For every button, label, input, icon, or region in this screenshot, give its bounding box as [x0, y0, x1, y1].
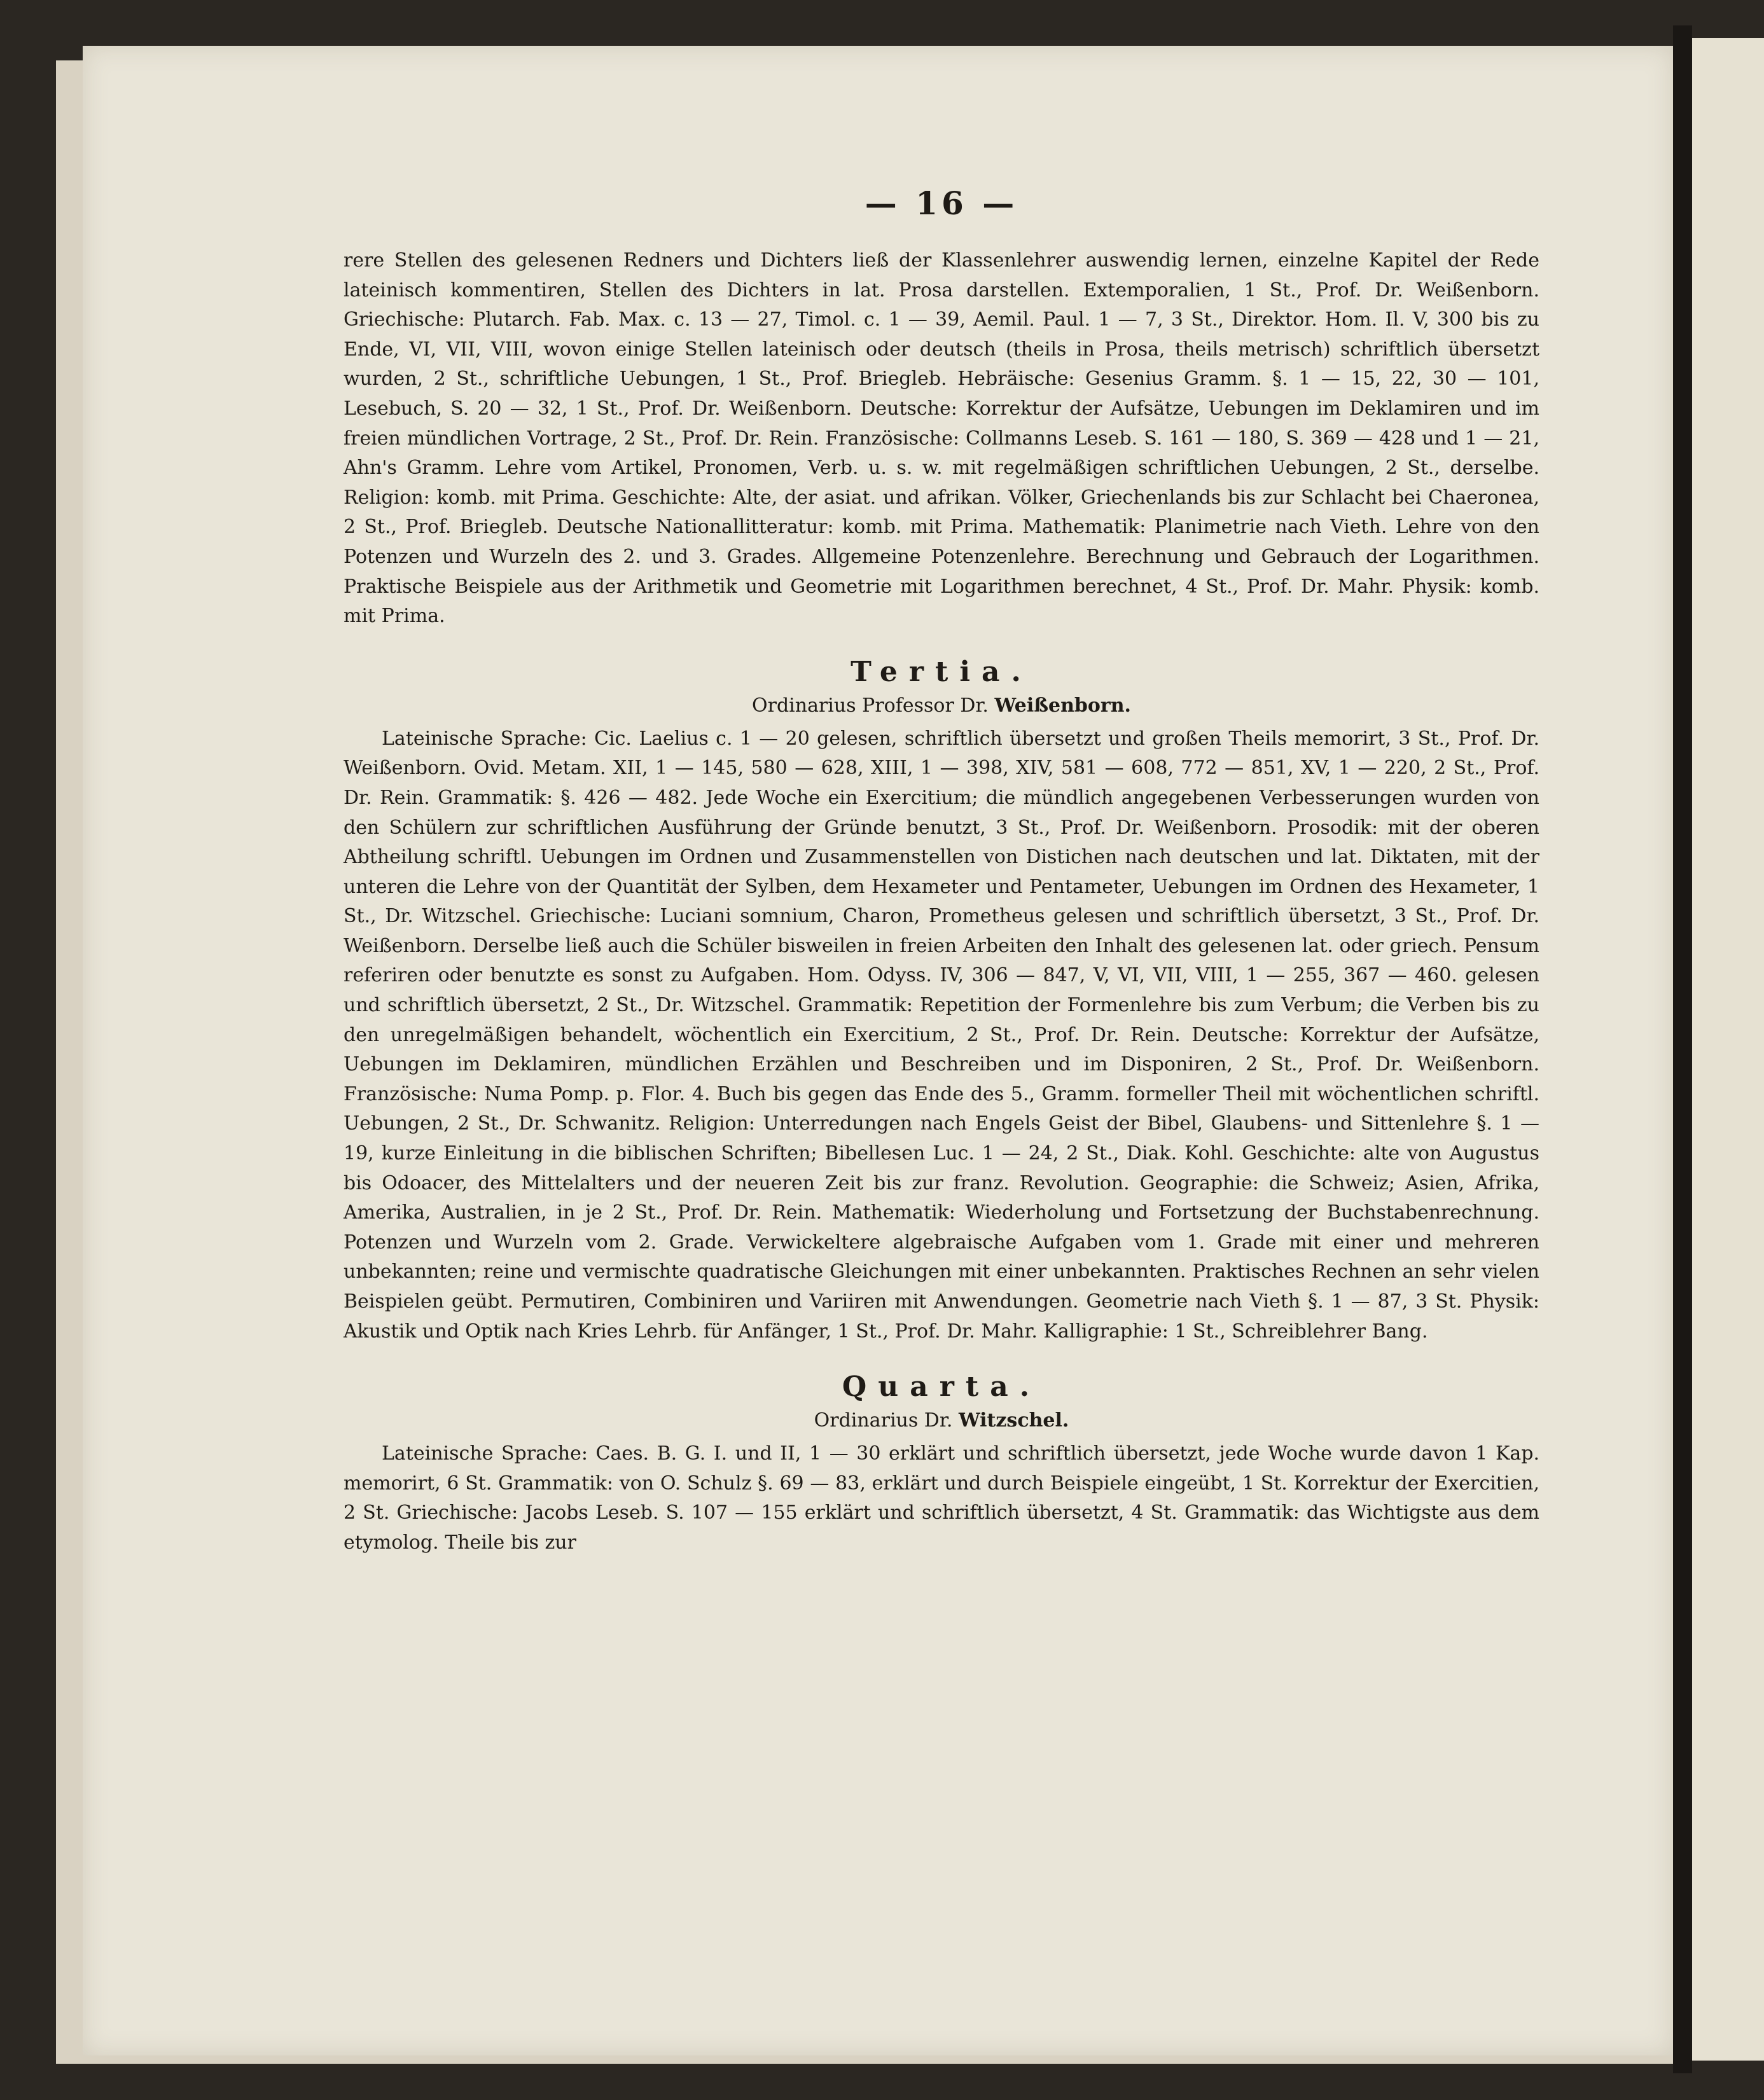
facing-page-edge	[1692, 38, 1764, 2061]
ordinarius-line-quarta	[344, 1406, 1539, 1435]
ordinarius-line-tertia	[344, 691, 1539, 721]
ordinarius-name: Weißenborn.	[994, 694, 1131, 717]
section-heading-quarta: Quarta.	[842, 1371, 1041, 1404]
page-number: — 16 —	[865, 184, 1018, 222]
ordinarius-prefix: Ordinarius Dr.	[814, 1409, 953, 1432]
tertia-paragraph: Lateinische Sprache: Cic. Laelius c. 1 — 20 gelesen, schriftlich übersetzt und großen Theils memorirt, 3 St., Prof. Dr. Weißenborn. Ovid. Metam. XII, 1 — 145, 580 — 628, XIII, 1 — 398, XIV, 581 — 608, 772 — 851, XV, 1 — 220, 2 St., Prof. Dr. Rein. Grammatik: §. 426 — 482. Jede Woche ein Exercitium; die mündlich angegebenen Verbesserungen wurden von den Schülern zur schriftlichen Ausführung der Gründe benutzt, 3 St., Prof. Dr. Weißenborn. Prosodik: mit der oberen Abtheilung schriftl. Uebungen im Ordnen und Zusammenstellen von Distichen nach deutschen und lat. Diktaten, mit der unteren die Lehre von der Quantität der Sylben, dem Hexameter und Pentameter, Uebungen im Ordnen des Hexameter, 1 St., Dr. Witzschel. Griechische: Luciani somnium, Charon, Prometheus gelesen und schriftlich übersetzt, 3 St., Prof. Dr. Weißenborn. Derselbe ließ auch die Schüler bisweilen in freien Arbeiten den Inhalt des gelesenen lat. oder griech. Pensum referiren oder benutzte es sonst zu Aufgaben. Hom. Odyss. IV, 306 — 847, V, VI, VII, VIII, 1 — 255, 367 — 460. gelesen und schriftlich übersetzt, 2 St., Dr. Witzschel. Grammatik: Repetition der Formenlehre bis zum Verbum; die Verben bis zu den unregelmäßigen behandelt, wöchentlich ein Exercitium, 2 St., Prof. Dr. Rein. Deutsche: Korrektur der Aufsätze, Uebungen im Deklamiren, mündlichen Erzählen und Beschreiben und im Disponiren, 2 St., Prof. Dr. Weißenborn. Französische: Numa Pomp. p. Flor. 4. Buch bis gegen das Ende des 5., Gramm. formeller Theil mit wöchentlichen schriftl. Uebungen, 2 St., Dr. Schwanitz. Religion: Unterredungen nach Engels Geist der Bibel, Glaubens- und Sittenlehre §. 1 — 19, kurze Einleitung in die biblischen Schriften; Bibellesen Luc. 1 — 24, 2 St., Diak. Kohl. Geschichte: alte von Augustus bis Odoacer, des Mittelalters und der neueren Zeit bis zur franz. Revolution. Geographie: die Schweiz; Asien, Afrika, Amerika, Australien, in je 2 St., Prof. Dr. Rein. Mathematik: Wiederholung und Fortsetzung der Buchstabenrechnung. Potenzen und Wurzeln vom 2. Grade. Verwickeltere algebraische Aufgaben vom 1. Grade mit einer und mehreren unbekannten; reine und vermischte quadratische Gleichungen mit einer unbekannten. Praktisches Rechnen an sehr vielen Beispielen geübt. Permutiren, Combiniren und Variiren mit Anwendungen. Geometrie nach Vieth §. 1 — 87, 3 St. Physik: Akustik und Optik nach Kries Lehrb. für Anfänger, 1 St., Prof. Dr. Mahr. Kalligraphie: 1 St., Schreiblehrer Bang.	[344, 727, 1539, 1343]
section-heading-tertia: Tertia.	[851, 655, 1032, 688]
ordinarius-prefix: Ordinarius Professor Dr.	[752, 694, 989, 717]
page-content	[344, 184, 1539, 1558]
intro-paragraph: rere Stellen des gelesenen Redners und Dichters ließ der Klassenlehrer auswendig lernen, einzelne Kapitel der Rede lateinisch kommentiren, Stellen des Dichters in lat. Prosa darstellen. Extemporalien, 1 St., Prof. Dr. Weißenborn. Griechische: Plutarch. Fab. Max. c. 13 — 27, Timol. c. 1 — 39, Aemil. Paul. 1 — 7, 3 St., Direktor. Hom. Il. V, 300 bis zu Ende, VI, VII, VIII, wovon einige Stellen lateinisch oder deutsch (theils in Prosa, theils metrisch) schriftlich übersetzt wurden, 2 St., schriftliche Uebungen, 1 St., Prof. Briegleb. Hebräische: Gesenius Gramm. §. 1 — 15, 22, 30 — 101, Lesebuch, S. 20 — 32, 1 St., Prof. Dr. Weißenborn. Deutsche: Korrektur der Aufsätze, Uebungen im Deklamiren und im freien mündlichen Vortrage, 2 St., Prof. Dr. Rein. Französische: Collmanns Leseb. S. 161 — 180, S. 369 — 428 und 1 — 21, Ahn's Gramm. Lehre vom Artikel, Pronomen, Verb. u. s. w. mit regelmäßigen schriftlichen Uebungen, 2 St., derselbe. Religion: komb. mit Prima. Geschichte: Alte, der asiat. und afrikan. Völker, Griechenlands bis zur Schlacht bei Chaeronea, 2 St., Prof. Briegleb. Deutsche Nationallitteratur: komb. mit Prima. Mathematik: Planimetrie nach Vieth. Lehre von den Potenzen und Wurzeln des 2. und 3. Grades. Allgemeine Potenzenlehre. Berechnung und Gebrauch der Logarithmen. Praktische Beispiele aus der Arithmetik und Geometrie mit Logarithmen berechnet, 4 St., Prof. Dr. Mahr. Physik: komb. mit Prima.	[344, 249, 1539, 628]
ordinarius-name: Witzschel.	[958, 1409, 1069, 1432]
quarta-paragraph: Lateinische Sprache: Caes. B. G. I. und II, 1 — 30 erklärt und schriftlich übersetzt, jede Woche wurde davon 1 Kap. memorirt, 6 St. Grammatik: von O. Schulz §. 69 — 83, erklärt und durch Beispiele eingeübt, 1 St. Korrektur der Exercitien, 2 St. Griechische: Jacobs Leseb. S. 107 — 155 erklärt und schriftlich übersetzt, 4 St. Grammatik: das Wichtigste aus dem etymolog. Theile bis zur	[344, 1442, 1539, 1554]
book-gutter	[1673, 25, 1692, 2073]
